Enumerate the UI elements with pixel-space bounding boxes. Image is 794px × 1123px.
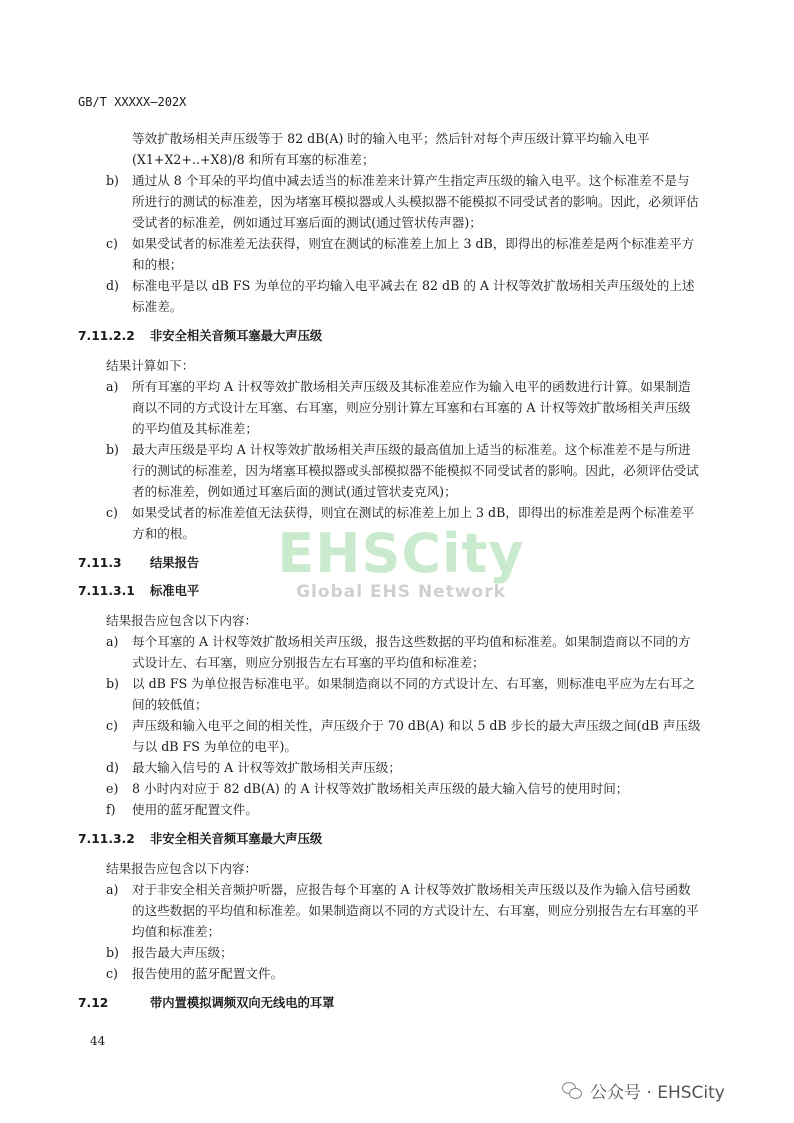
list-text: 如果受试者的标准差值无法获得，则宜在测试的标准差上加上 3 dB，即得出的标准差是两个标准差平方和的根。: [132, 505, 695, 541]
list-marker: b): [106, 945, 119, 960]
list-item: [106, 879, 702, 942]
wechat-icon: [562, 1082, 584, 1100]
section-heading: [78, 327, 702, 345]
list-marker: b): [106, 442, 119, 457]
list-text: 8 小时内对应于 82 dB(A) 的 A 计权等效扩散场相关声压级的最大输入信号的使用时间；: [132, 781, 629, 796]
list-text: 如果受试者的标准差无法获得，则宜在测试的标准差上加上 3 dB，即得出的标准差是两个标准差平方和的根；: [132, 236, 695, 272]
list-text: 使用的蓝牙配置文件。: [132, 802, 258, 817]
section-number: 7.11.2.2: [78, 329, 135, 343]
list-item: [106, 376, 702, 439]
list-marker: a): [106, 634, 119, 649]
watermark-logo: EHSCity: [277, 522, 525, 585]
list-text: 报告最大声压级；: [132, 945, 233, 960]
list-text: 报告使用的蓝牙配置文件。: [132, 966, 284, 981]
list-text: 每个耳塞的 A 计权等效扩散场相关声压级，报告这些数据的平均值和标准差。如果制造商以不同的方式设计左、右耳塞，则应分别报告左右耳塞的平均值和标准差；: [132, 634, 691, 670]
list-text: 声压级和输入电平之间的相关性，声压级介于 70 dB(A) 和以 5 dB 步长的最大声压级之间(dB 声压级与以 dB FS 为单位的电平)。: [132, 718, 701, 754]
list-text: 最大声压级是平均 A 计权等效扩散场相关声压级的最高值加上适当的标准差。这个标准差不是与所进行的测试的标准差，因为堵塞耳模拟器或头部模拟器不能模拟不同受试者的影响。因此，必须评估受试者的标准差，例如通过耳塞后面的测试(通过管状麦克风)；: [132, 442, 699, 499]
section-heading: [78, 830, 702, 848]
list-item: [106, 799, 702, 820]
intro-text: 结果计算如下：: [106, 358, 195, 373]
list-text: 以 dB FS 为单位报告标准电平。如果制造商以不同的方式设计左、右耳塞，则标准电平应为左右耳之间的较低值；: [132, 676, 696, 712]
continued-line: 等效扩散场相关声压级等于 82 dB(A) 时的输入电平；然后针对每个声压级计算平均输入电平: [132, 131, 650, 146]
list-marker: c): [106, 505, 118, 520]
list-marker: b): [106, 676, 119, 691]
list-item: [106, 170, 702, 233]
section-number: 7.11.3: [78, 556, 122, 570]
list-text: 最大输入信号的 A 计权等效扩散场相关声压级；: [132, 760, 401, 775]
page-number: 44: [90, 1034, 106, 1048]
section-title: 非安全相关音频耳塞最大声压级: [150, 832, 323, 846]
list-marker: d): [106, 278, 119, 293]
footer-brand: [562, 1078, 725, 1103]
list-marker: d): [106, 760, 119, 775]
section-title: 带内置模拟调频双向无线电的耳罩: [150, 996, 335, 1010]
list-marker: e): [106, 781, 119, 796]
list-item: [106, 631, 702, 673]
list-item: [106, 673, 702, 715]
continued-line: (X1+X2+..+X8)/8 和所有耳塞的标准差；: [132, 152, 375, 167]
section-number: 7.11.3.1: [78, 584, 135, 598]
list-text: 对于非安全相关音频护听器，应报告每个耳塞的 A 计权等效扩散场相关声压级以及作为输入信号函数的这些数据的平均值和标准差。如果制造商以不同的方式设计左、右耳塞，则应分别报告左右耳塞的平均值和标准差；: [132, 882, 699, 939]
list-item: [106, 275, 702, 317]
list-item: [106, 963, 702, 984]
list-text: 所有耳塞的平均 A 计权等效扩散场相关声压级及其标准差应作为输入电平的函数进行计算。如果制造商以不同的方式设计左耳塞、右耳塞，则应分别计算左耳塞和右耳塞的 A 计权等效扩散场相关声压级的平均值及其标准差；: [132, 379, 691, 436]
standard-number: GB/T XXXXX—202X: [78, 95, 187, 109]
list-item: [106, 757, 702, 778]
list-item: [106, 778, 702, 799]
watermark: [256, 522, 546, 602]
list-marker: a): [106, 379, 119, 394]
section-number: 7.11.3.2: [78, 832, 135, 846]
continued-text: [132, 128, 702, 170]
list-text: 标准电平是以 dB FS 为单位的平均输入电平减去在 82 dB 的 A 计权等效扩散场相关声压级处的上述标准差。: [132, 278, 695, 314]
section-number: 7.12: [78, 996, 109, 1010]
list-marker: c): [106, 236, 118, 251]
list-text: 通过从 8 个耳朵的平均值中减去适当的标准差来计算产生指定声压级的输入电平。这个标准差不是与所进行的测试的标准差，因为堵塞耳模拟器或人头模拟器不能模拟不同受试者的影响。因此，必须评估受试者的标准差，例如通过耳塞后面的测试(通过管状传声器)；: [132, 173, 699, 230]
list-marker: b): [106, 173, 119, 188]
list-item: [106, 942, 702, 963]
footer-brand-text: 公众号 · EHSCity: [590, 1083, 725, 1103]
intro-text: 结果报告应包含以下内容：: [106, 613, 258, 628]
list-marker: a): [106, 882, 119, 897]
section-heading: [78, 994, 702, 1012]
section-title: 结果报告: [150, 556, 200, 570]
list-item: [106, 715, 702, 757]
list-marker: c): [106, 718, 118, 733]
list-marker: f): [106, 802, 116, 817]
list-item: [106, 439, 702, 502]
watermark-tagline: Global EHS Network: [296, 582, 506, 602]
list-marker: c): [106, 966, 118, 981]
list-item: [106, 233, 702, 275]
section-title: 标准电平: [150, 584, 200, 598]
section-title: 非安全相关音频耳塞最大声压级: [150, 329, 323, 343]
intro-text: 结果报告应包含以下内容：: [106, 861, 258, 876]
